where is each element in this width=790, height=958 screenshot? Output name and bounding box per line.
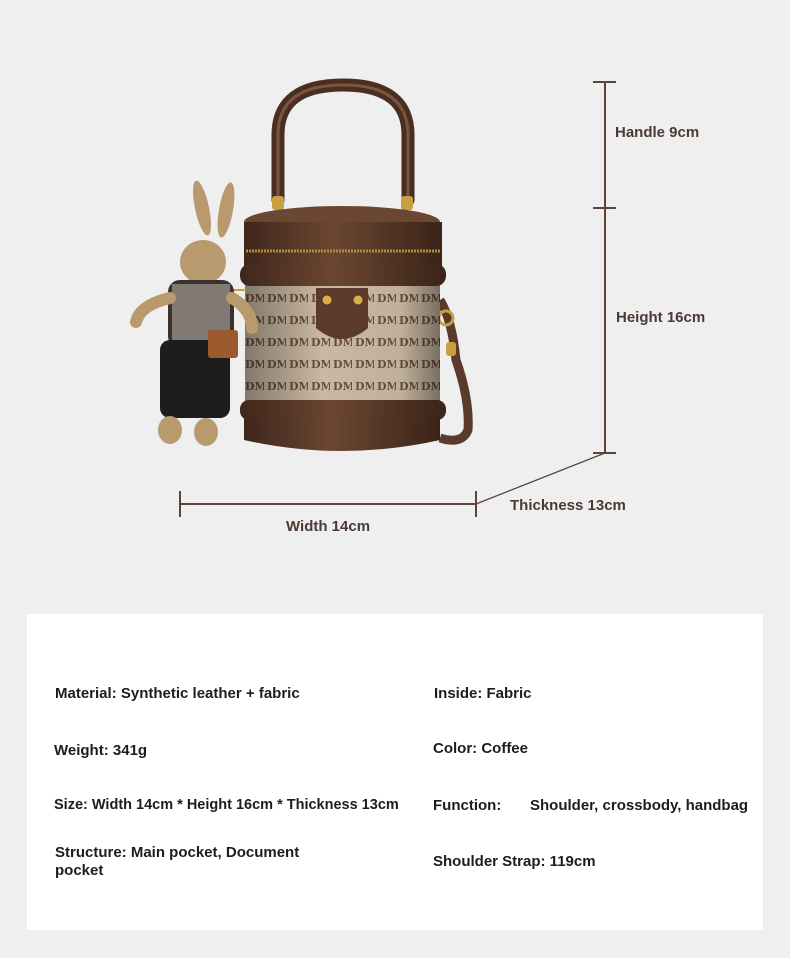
handle-dimension-label: Handle 9cm [615,124,700,141]
bunny-charm [136,179,252,446]
spec-material: Material: Synthetic leather + fabric [55,685,300,702]
width-dimension-label: Width 14cm [286,518,371,535]
spec-structure-line2: pocket [55,862,104,879]
spec-structure-line1: Structure: Main pocket, Document [55,844,300,861]
spec-function-value: Shoulder, crossbody, handbag [530,797,749,814]
bag-body [240,206,446,451]
spec-strap: Shoulder Strap: 119cm [433,853,596,870]
spec-color: Color: Coffee [433,740,528,757]
spec-size: Size: Width 14cm * Height 16cm * Thickness 13cm [54,797,399,813]
spec-inside: Inside: Fabric [434,685,532,702]
shoulder-strap [439,300,468,440]
thickness-dimension-label: Thickness 13cm [510,497,626,514]
height-dimension-label: Height 16cm [616,309,706,326]
spec-function-label: Function: [433,797,502,814]
spec-weight: Weight: 341g [54,742,148,759]
bag-handle [272,85,413,210]
specs-card [27,614,763,930]
